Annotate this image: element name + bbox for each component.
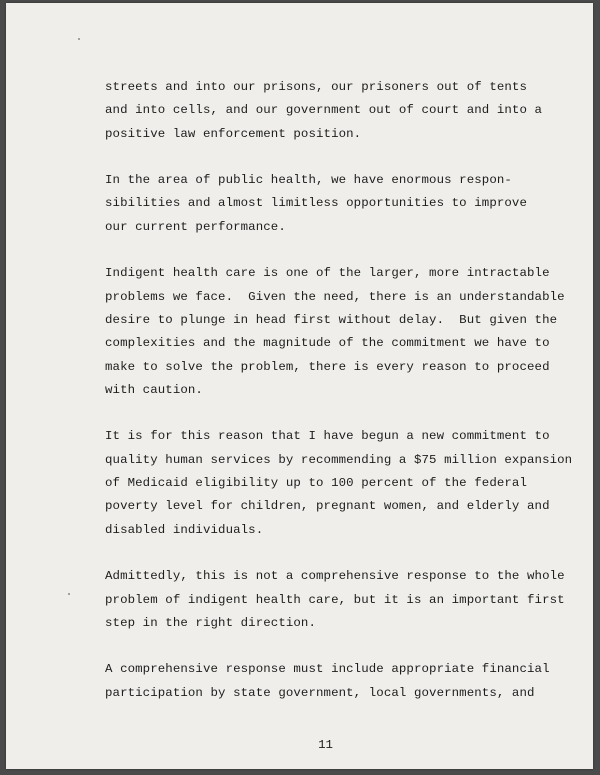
text-line: positive law enforcement position.: [105, 126, 362, 141]
text-line: and into cells, and our government out of court and into a: [105, 103, 543, 118]
page-number-label: 11: [318, 738, 333, 752]
text-line: of Medicaid eligibility up to 100 percent of the federal: [105, 476, 527, 491]
text-line: poverty level for children, pregnant women, and elderly and: [105, 499, 550, 514]
text-line: problem of indigent health care, but it is an important first: [105, 592, 565, 607]
text-line: with caution.: [105, 382, 203, 397]
page-number: [6, 738, 593, 752]
text-line: streets and into our prisons, our prisoners out of tents: [105, 80, 527, 94]
text-line: quality human services by recommending a $75 million expansion: [105, 452, 573, 467]
text-line: In the area of public health, we have enormous respon-: [105, 173, 512, 188]
paper-speck: [78, 38, 80, 40]
paragraph: [105, 169, 565, 239]
paragraph: [105, 425, 573, 541]
paragraph: [105, 76, 565, 146]
text-line: A comprehensive response must include appropriate financial: [105, 662, 550, 677]
paragraph: [105, 262, 565, 402]
text-line: participation by state government, local governments, and: [105, 685, 535, 700]
text-line: complexities and the magnitude of the commitment we have to: [105, 336, 550, 351]
body-text: [105, 76, 573, 728]
text-line: It is for this reason that I have begun a new commitment to: [105, 429, 550, 444]
text-line: Admittedly, this is not a comprehensive response to the whole: [105, 569, 565, 584]
document-page: [6, 3, 593, 769]
text-line: disabled individuals.: [105, 522, 264, 537]
text-line: problems we face. Given the need, there is an understandable: [105, 289, 565, 304]
text-line: desire to plunge in head first without delay. But given the: [105, 312, 558, 327]
paper-speck: [68, 593, 70, 595]
text-line: sibilities and almost limitless opportunities to improve: [105, 196, 527, 211]
text-line: Indigent health care is one of the larger, more intractable: [105, 266, 550, 281]
paragraph: [105, 565, 565, 635]
text-line: make to solve the problem, there is every reason to proceed: [105, 359, 550, 374]
text-line: our current performance.: [105, 219, 286, 234]
paragraph: [105, 658, 565, 705]
text-line: step in the right direction.: [105, 615, 316, 630]
